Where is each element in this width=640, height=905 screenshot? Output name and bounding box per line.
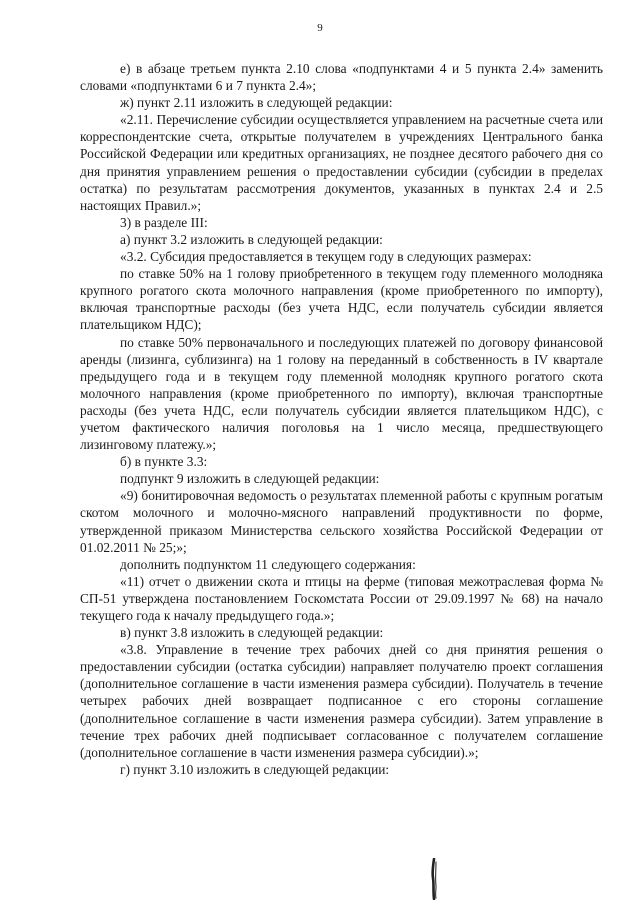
- paragraph-quote-3-2: «3.2. Субсидия предоставляется в текущем году в следующих размерах:: [120, 249, 532, 265]
- paragraph-add-subitem-11: дополнить подпунктом 11 следующего содержания:: [120, 556, 416, 572]
- signature-mark: [428, 858, 444, 900]
- paragraph-item-e: е) в абзаце третьем пункта 2.10 слова «подпунктами 4 и 5 пункта 2.4» заменить словами «подпунктами 6 и 7 пункта 2.4»;: [80, 61, 603, 94]
- paragraph-quote-3-8: «3.8. Управление в течение трех рабочих дней со дня принятия решения о предоставлении субсидии (остатка субсидии) направляет получателю проект соглашения (дополнительное соглашение в части изменения размера субсидии). Получатель в течение четырех рабочих дней возвращает подписанное с его стороны соглашение (дополнительное соглашение в части изменения размера субсидии). Затем управление в течение трех рабочих дней подписывает согласованное с получателем соглашение (дополнительное соглашение в части изменения размера субсидии).»;: [80, 642, 603, 760]
- paragraph-quote-9: «9) бонитировочная ведомость о результатах племенной работы с крупным рогатым скотом молочного и молочно-мясного направлений продуктивности по форме, утвержденной приказом Министерства сельского хозяйства Российской Федерации от 01.02.2011 № 25;»;: [80, 488, 603, 555]
- paragraph-quote-2-11: «2.11. Перечисление субсидии осуществляется управлением на расчетные счета или корреспондентские счета, открытые получателем в учреждениях Центрального банка Российской Федерации или кредитных организациях, не позднее десятого рабочего дня со дня принятия управлением решения о предоставлении субсидии (субсидии в пределах остатка) по результатам рассмотрения документов, указанных в пунктах 2.4 и 2.5 настоящих Правил.»;: [80, 112, 603, 213]
- paragraph-section-3: 3) в разделе III:: [120, 214, 208, 230]
- document-body: [80, 60, 603, 778]
- paragraph-item-zh: ж) пункт 2.11 изложить в следующей редакции:: [120, 95, 393, 111]
- paragraph-rate-leasing: по ставке 50% первоначального и последующих платежей по договору финансовой аренды (лизинга, сублизинга) на 1 голову на переданный в собственность в IV квартале предыдущего года и в текущем году племенной молодняк крупного рогатого скота молочного направления (кроме приобретенного по импорту), включая транспортные расходы (без учета НДС, если получатель субсидии является плательщиком НДС), с учетом фактического наличия поголовья на 1 число месяца, предшествующего лизинговому платежу.»;: [80, 334, 603, 453]
- paragraph-item-b: б) в пункте 3.3:: [120, 454, 208, 470]
- paragraph-item-v: в) пункт 3.8 изложить в следующей редакции:: [120, 625, 384, 641]
- paragraph-subitem-9: подпункт 9 изложить в следующей редакции:: [120, 471, 380, 487]
- paragraph-quote-11: «11) отчет о движении скота и птицы на ферме (типовая межотраслевая форма № СП-51 утверждена постановлением Госкомстата России от 29.09.1997 № 68) на начало текущего года к началу предыдущего года.»;: [80, 573, 603, 623]
- paragraph-item-a: а) пункт 3.2 изложить в следующей редакции:: [120, 231, 383, 247]
- paragraph-item-g: г) пункт 3.10 изложить в следующей редакции:: [120, 761, 390, 777]
- paragraph-rate-purchase: по ставке 50% на 1 голову приобретенного в текущем году племенного молодняка крупного рогатого скота молочного направления (кроме приобретенного по импорту), включая транспортные расходы (без учета НДС, если получатель субсидии является плательщиком НДС);: [80, 266, 603, 333]
- page-number: 9: [317, 22, 323, 34]
